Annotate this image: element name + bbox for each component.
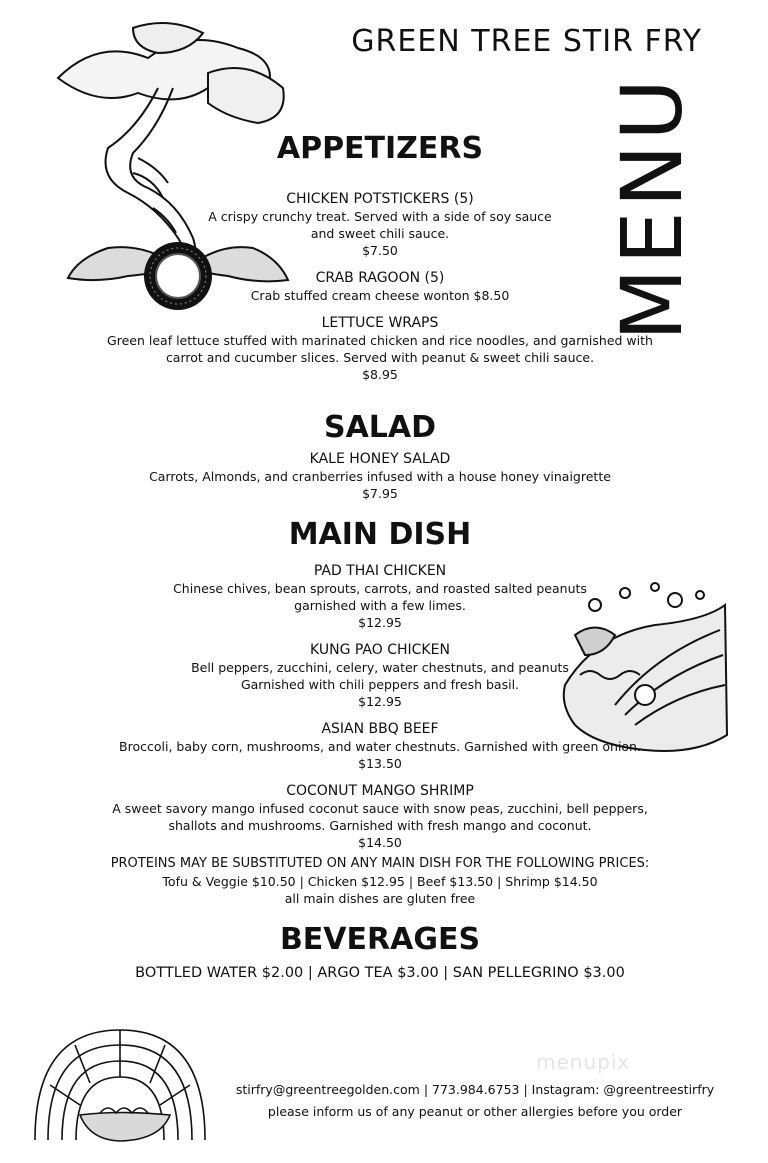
menu-item — [80, 562, 680, 631]
item-name: CRAB RAGOON (5) — [315, 269, 445, 286]
menu-item — [80, 641, 680, 710]
appetizers-title: APPETIZERS — [276, 131, 484, 166]
item-name: LETTUCE WRAPS — [321, 314, 439, 331]
menu-item — [80, 314, 680, 383]
item-name: COCONUT MANGO SHRIMP — [286, 782, 474, 799]
item-desc: Broccoli, baby corn, mushrooms, and water chestnuts. Garnished with green onion. — [119, 738, 641, 754]
proteins-note — [80, 855, 680, 907]
gluten-free-note: all main dishes are gluten free — [284, 890, 476, 906]
menu-item — [80, 269, 680, 304]
item-price: $8.95 — [362, 366, 398, 382]
item-price: $12.95 — [358, 614, 402, 630]
beverages-line: BOTTLED WATER $2.00 | ARGO TEA $3.00 | SAN PELLEGRINO $3.00 — [135, 965, 625, 981]
item-desc: and sweet chili sauce. — [310, 225, 450, 241]
menu-item — [80, 450, 680, 502]
menu-content — [80, 130, 680, 982]
item-desc: A crispy crunchy treat. Served with a side of soy sauce — [208, 208, 552, 224]
bowl-illustration — [30, 1025, 210, 1143]
brand-title: GREEN TREE STIR FRY — [351, 24, 702, 59]
item-name: KUNG PAO CHICKEN — [310, 641, 450, 658]
item-price: $12.95 — [358, 693, 402, 709]
contact-line: stirfry@greentreegolden.com | 773.984.6753 | Instagram: @greentreestirfry — [235, 1082, 715, 1097]
item-name: ASIAN BBQ BEEF — [321, 720, 439, 737]
item-desc: Green leaf lettuce stuffed with marinated chicken and rice noodles, and garnished with — [107, 332, 653, 348]
item-price: $7.95 — [362, 486, 398, 501]
item-desc: Garnished with chili peppers and fresh basil. — [240, 676, 520, 692]
item-name: PAD THAI CHICKEN — [313, 562, 447, 579]
item-desc: A sweet savory mango infused coconut sauce with snow peas, zucchini, bell peppers, — [112, 800, 648, 816]
menu-item — [80, 190, 680, 259]
menu-item — [80, 720, 680, 772]
item-desc: Crab stuffed cream cheese wonton $8.50 — [250, 287, 510, 303]
item-price: $13.50 — [358, 755, 402, 771]
proteins-prices: Tofu & Veggie $10.50 | Chicken $12.95 | Beef $13.50 | Shrimp $14.50 — [162, 873, 598, 889]
allergy-note: please inform us of any peanut or other allergies before you order — [267, 1104, 683, 1119]
item-name: KALE HONEY SALAD — [309, 451, 451, 467]
item-price: $14.50 — [358, 834, 402, 850]
footer — [220, 1079, 730, 1123]
menu-item — [80, 782, 680, 851]
item-desc: garnished with a few limes. — [294, 597, 466, 613]
item-desc: carrot and cucumber slices. Served with peanut & sweet chili sauce. — [165, 349, 595, 365]
item-desc: Bell peppers, zucchini, celery, water chestnuts, and peanuts — [191, 659, 569, 675]
main-dish-section — [80, 516, 680, 907]
watermark: menupix — [536, 1050, 631, 1074]
item-desc: Carrots, Almonds, and cranberries infused with a house honey vinaigrette — [149, 469, 611, 484]
item-desc: Chinese chives, bean sprouts, carrots, and roasted salted peanuts — [173, 580, 587, 596]
salad-section — [80, 409, 680, 503]
proteins-heading: PROTEINS MAY BE SUBSTITUTED ON ANY MAIN DISH FOR THE FOLLOWING PRICES: — [110, 855, 650, 871]
beverages-title: BEVERAGES — [279, 921, 481, 957]
main-dish-title: MAIN DISH — [288, 517, 472, 552]
salad-title: SALAD — [323, 409, 437, 445]
menu-vertical-text: MENU — [603, 75, 701, 341]
item-name: CHICKEN POTSTICKERS (5) — [286, 190, 474, 207]
item-price: $7.50 — [362, 242, 398, 258]
item-desc: shallots and mushrooms. Garnished with fresh mango and coconut. — [168, 817, 592, 833]
beverages-section — [80, 921, 680, 983]
appetizers-section — [80, 130, 680, 383]
